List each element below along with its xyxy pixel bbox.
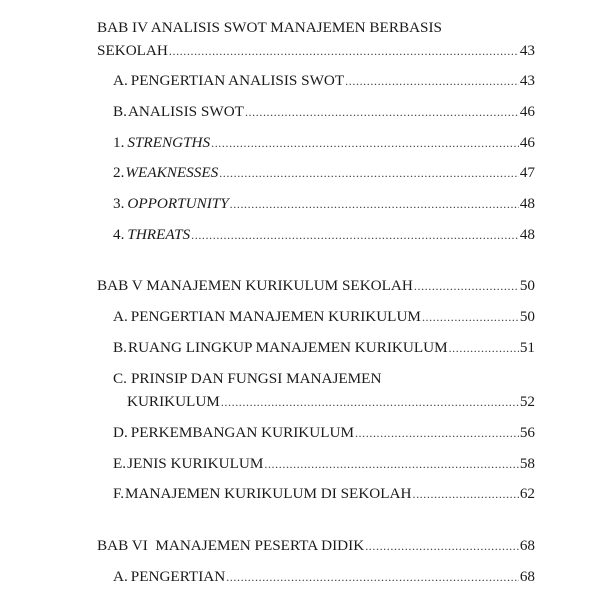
toc-entry[interactable] [0, 194, 600, 214]
toc-entry[interactable] [0, 225, 600, 245]
dot-leader [191, 225, 519, 245]
entry-title: OPPORTUNITY [127, 195, 229, 212]
entry-label: A. [113, 308, 128, 325]
dot-leader [449, 338, 519, 358]
entry-title: PENGERTIAN MANAJEMEN KURIKULUM [130, 308, 421, 325]
toc-entry[interactable] [0, 102, 600, 122]
toc-entry[interactable] [0, 163, 600, 183]
toc-entry-chapter-v[interactable] [0, 276, 600, 296]
entry-title-line: PRINSIP DAN FUNGSI MANAJEMEN [130, 370, 382, 387]
chapter-title-line: BAB IV ANALISIS SWOT MANAJEMEN BERBASIS [97, 19, 442, 36]
dot-leader [412, 484, 518, 504]
dot-leader [219, 163, 519, 183]
entry-title: KURIKULUM [127, 393, 220, 410]
dot-leader [345, 71, 519, 91]
toc-entry[interactable] [0, 133, 600, 153]
page-number: 48 [519, 195, 535, 212]
entry-label: A. [113, 72, 128, 89]
dot-leader [226, 567, 519, 587]
entry-title: MANAJEMEN KURIKULUM DI SEKOLAH [125, 485, 412, 502]
dot-leader [245, 102, 519, 122]
toc-entry-chapter-vi[interactable] [0, 536, 600, 556]
entry-label: F. [113, 485, 125, 502]
page-number: 47 [519, 164, 535, 181]
page-number: 51 [519, 339, 535, 356]
entry-title: PENGERTIAN [130, 568, 226, 585]
entry-title: BAB V MANAJEMEN KURIKULUM SEKOLAH [97, 277, 413, 294]
page-number: 68 [519, 568, 535, 585]
page-number: 50 [519, 277, 535, 294]
toc-entry[interactable] [0, 71, 600, 91]
dot-leader [365, 536, 519, 556]
page-number: 43 [519, 72, 535, 89]
toc-entry[interactable] [0, 423, 600, 443]
entry-title: PENGERTIAN ANALISIS SWOT [130, 72, 345, 89]
toc-entry[interactable] [0, 338, 600, 358]
toc-chapter-iv-heading [0, 18, 600, 38]
dot-leader [414, 276, 519, 296]
page-number: 56 [519, 424, 535, 441]
entry-label: E. [113, 455, 127, 472]
page-number: 52 [519, 393, 535, 410]
entry-label: 4. [113, 226, 125, 243]
entry-title: PERKEMBANGAN KURIKULUM [130, 424, 354, 441]
entry-label: 1. [113, 134, 125, 151]
entry-label: C. [113, 370, 127, 387]
entry-label: B. [113, 103, 127, 120]
entry-label: 3. [113, 195, 125, 212]
page-number: 46 [519, 134, 535, 151]
entry-label: 2. [113, 164, 125, 181]
toc-entry[interactable] [0, 392, 600, 412]
entry-title: RUANG LINGKUP MANAJEMEN KURIKULUM [127, 339, 448, 356]
toc-entry[interactable] [0, 454, 600, 474]
dot-leader [169, 41, 519, 61]
toc-entry-heading-line[interactable] [0, 369, 600, 389]
entry-label: D. [113, 424, 128, 441]
dot-leader [221, 392, 519, 412]
dot-leader [422, 307, 519, 327]
entry-title: THREATS [127, 226, 191, 243]
dot-leader [211, 133, 519, 153]
entry-title: JENIS KURIKULUM [127, 455, 264, 472]
dot-leader [230, 194, 519, 214]
page-number: 43 [519, 42, 535, 59]
page-number: 62 [519, 485, 535, 502]
toc-entry[interactable] [0, 567, 600, 587]
toc-entry-chapter-iv[interactable] [0, 41, 600, 61]
page-number: 68 [519, 537, 535, 554]
page-number: 58 [519, 455, 535, 472]
entry-label: A. [113, 568, 128, 585]
toc-entry[interactable] [0, 307, 600, 327]
page-number: 48 [519, 226, 535, 243]
entry-title: ANALISIS SWOT [127, 103, 244, 120]
toc-entry[interactable] [0, 484, 600, 504]
page-number: 46 [519, 103, 535, 120]
entry-title: WEAKNESSES [125, 164, 219, 181]
entry-label: B. [113, 339, 127, 356]
entry-title: SEKOLAH [97, 42, 168, 59]
entry-title: BAB VI MANAJEMEN PESERTA DIDIK [97, 537, 365, 554]
entry-title: STRENGTHS [127, 134, 211, 151]
dot-leader [264, 454, 518, 474]
dot-leader [355, 423, 519, 443]
page-number: 50 [519, 308, 535, 325]
